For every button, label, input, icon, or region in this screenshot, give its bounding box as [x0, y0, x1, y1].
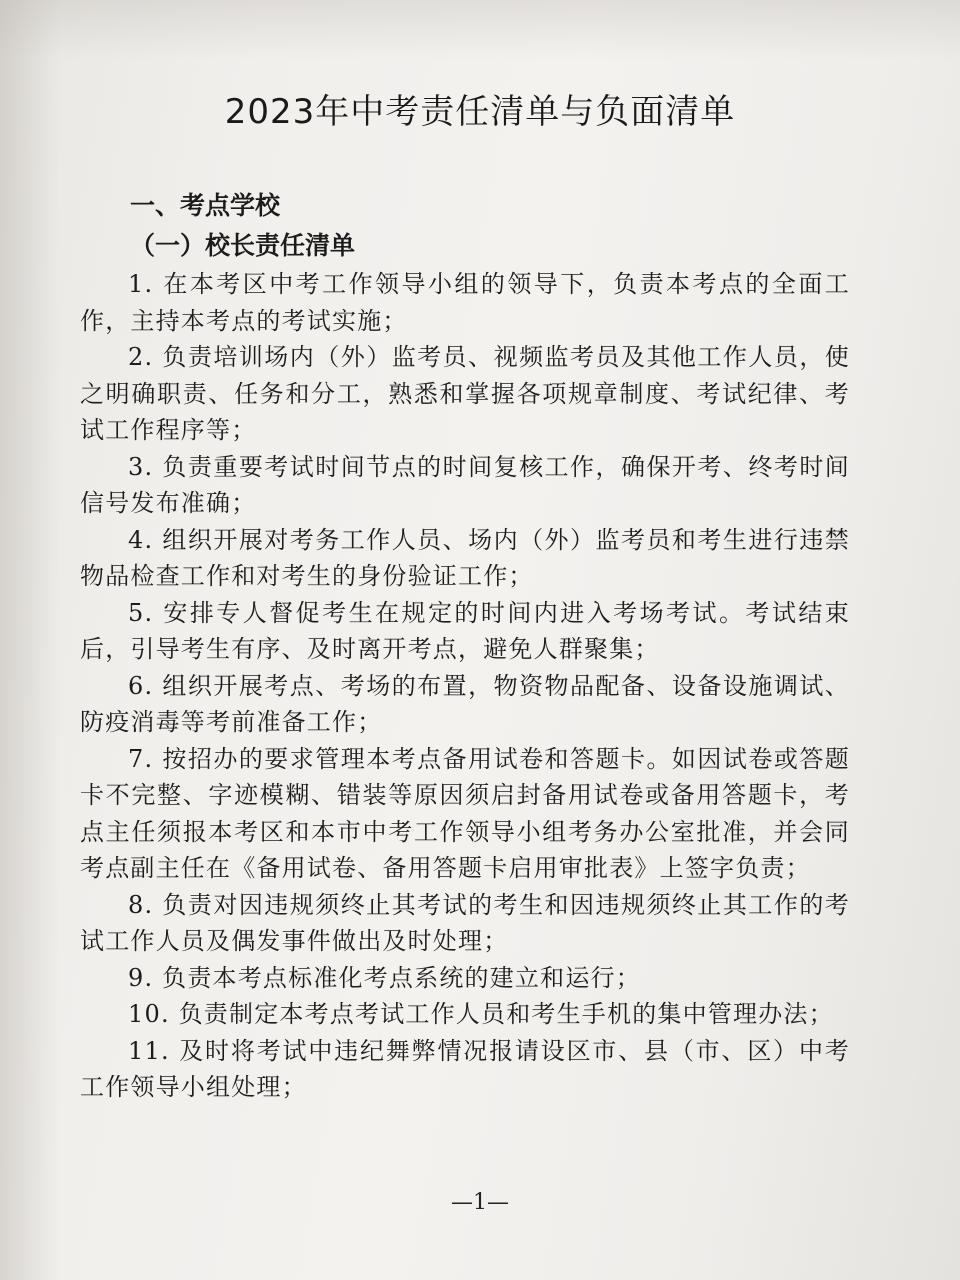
list-item: 9. 负责本考点标准化考点系统的建立和运行；	[128, 963, 641, 992]
list-item: 10. 负责制定本考点考试工作人员和考生手机的集中管理办法；	[128, 1000, 834, 1028]
page-shadow-left	[0, 0, 60, 1280]
document-title: 2023年中考责任清单与负面清单	[224, 92, 736, 132]
list-item: 2. 负责培训场内（外）监考员、视频监考员及其他工作人员，使之明确职责、任务和分工，熟悉和掌握各项规章制度、考试纪律、考试工作程序等；	[80, 343, 850, 444]
list-item: 6. 组织开展考点、考场的布置，物资物品配备、设备设施调试、防疫消毒等考前准备工作；	[80, 671, 850, 736]
page-number: —1—	[451, 1190, 509, 1215]
section-heading: 一、考点学校	[130, 191, 281, 220]
list-item: 11. 及时将考试中违纪舞弊情况报请设区市、县（市、区）中考工作领导小组处理；	[80, 1036, 850, 1101]
list-item: 4. 组织开展对考务工作人员、场内（外）监考员和考生进行违禁物品检查工作和对考生的身份验证工作；	[80, 525, 850, 590]
list-item: 7. 按招办的要求管理本考点备用试卷和答题卡。如因试卷或答题卡不完整、字迹模糊、错装等原因须启封备用试卷或备用答题卡，考点主任须报本考区和本市中考工作领导小组考务办公室批准，并会同考点副主任在《备用试卷、备用答题卡启用审批表》上签字负责；	[80, 744, 850, 882]
sub-heading: （一）校长责任清单	[130, 231, 356, 260]
list-item: 1. 在本考区中考工作领导小组的领导下，负责本考点的全面工作，主持本考点的考试实施；	[80, 270, 850, 335]
list-item: 3. 负责重要考试时间节点的时间复核工作，确保开考、终考时间信号发布准确；	[80, 452, 850, 517]
page-shadow-top	[0, 0, 960, 60]
list-item: 8. 负责对因违规须终止其考试的考生和因违规须终止其工作的考试工作人员及偶发事件做出及时处理；	[80, 890, 850, 955]
responsibility-list	[80, 266, 850, 1106]
list-item: 5. 安排专人督促考生在规定的时间内进入考场考试。考试结束后，引导考生有序、及时离开考点，避免人群聚集；	[80, 598, 850, 663]
